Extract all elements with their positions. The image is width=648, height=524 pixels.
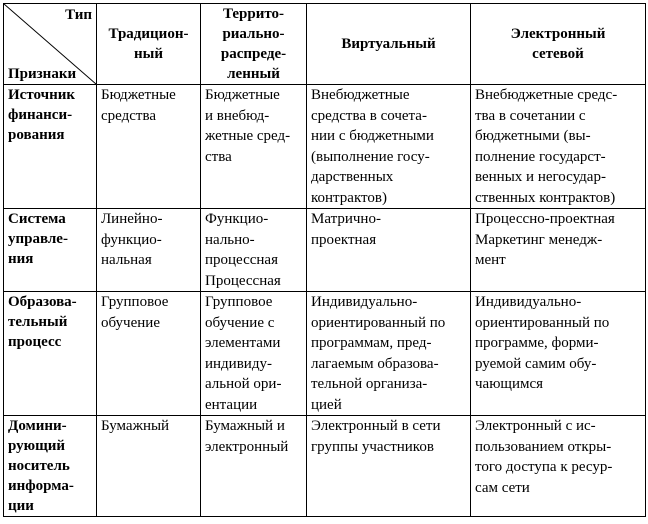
cell-line: Традицион- [108,26,189,42]
table-row [4,209,646,292]
cell-line: проектная [311,231,377,248]
cell-line: цией [311,396,342,413]
cell-line: Бумажный и [205,418,285,434]
cell-line: рующий [8,438,66,454]
cell-line: электронный [205,438,289,455]
cell-line: процесс [8,334,62,350]
table-cell [97,292,201,416]
cell-line: Домини- [8,418,67,434]
cell-line: ства [205,148,232,165]
table-cell [307,292,471,416]
cell-line: Бюджетные [101,87,176,103]
cell-line: нальная [101,252,152,268]
cell-line: Процессная [205,272,281,289]
cell-line: финанси- [8,107,73,123]
corner-cell [4,4,97,85]
table-cell [471,292,646,416]
column-header [471,4,646,85]
cell-line: управле- [8,231,68,247]
cell-line: альной ори- [205,376,282,392]
cell-line: Маркетинг менедж- [475,231,603,248]
cell-line: обучение с [205,314,275,331]
cell-line: информа- [8,478,74,494]
cell-line: полнение государст- [475,148,606,165]
cell-line: жетные сред- [205,128,291,144]
cell-line: тва в сочетании с [475,107,586,124]
cell-line: нально- [205,231,255,248]
cell-line: ориентированный по [311,314,446,331]
cell-line: обучение [101,314,160,331]
type-label: Тип [65,7,92,23]
attributes-label: Признаки [8,66,77,82]
cell-line: руемой самим обу- [475,355,597,372]
cell-line: Источник [8,87,75,103]
cell-line: Электронный с ис- [475,418,596,434]
cell-line: элементами [205,335,281,351]
cell-line: Групповое [101,294,169,310]
table-cell [201,416,307,517]
cell-line: тельный [8,314,68,330]
table-cell [307,85,471,209]
table-cell [97,416,201,517]
cell-line: того доступа к ресур- [475,459,613,475]
column-header [201,4,307,85]
column-header [307,4,471,85]
cell-line: контрактов) [311,189,387,206]
cell-line: ции [8,498,34,514]
column-header [97,4,201,85]
cell-line: Бумажный [101,418,170,434]
row-header [4,416,97,517]
table-cell [201,209,307,292]
row-header [4,209,97,292]
table-row [4,292,646,416]
cell-line: Электронный в сети [311,418,441,434]
cell-line: носитель [8,458,70,474]
cell-line: лагаемым образова- [311,355,439,372]
table-cell [97,85,201,209]
cell-line: программе, форми- [475,335,599,351]
table-cell [471,416,646,517]
row-header [4,292,97,416]
cell-line: пользованием откры- [475,438,612,455]
cell-line: средства [101,107,157,124]
cell-line: нии с бюджетными [311,128,434,144]
cell-line: мент [475,252,506,268]
cell-line: Индивидуально- [311,294,418,310]
table-row [4,416,646,517]
cell-line: риально- [222,26,285,42]
cell-line: ственных контрактов) [475,189,616,206]
cell-line: Электронный [510,26,606,42]
comparison-table [3,3,646,517]
cell-line: ленный [227,66,280,82]
cell-line: и внебюд- [205,107,270,124]
cell-line: группы участников [311,438,434,455]
cell-line: Индивидуально- [475,294,582,310]
cell-line: Террито- [222,6,285,22]
table-cell [307,416,471,517]
cell-line: бюджетными (вы- [475,128,591,144]
table-cell [307,209,471,292]
cell-line: ориентированный по [475,314,610,331]
cell-line: Групповое [205,294,273,310]
cell-line: распреде- [220,46,287,62]
cell-line: венных и негосудар- [475,169,606,185]
cell-line: программам, пред- [311,335,432,351]
cell-line: рования [8,127,65,143]
cell-line: ентации [205,396,258,413]
cell-line: функцио- [101,231,162,248]
table-cell [201,85,307,209]
cell-line: Система [8,211,66,227]
cell-line: Внебюджетные [311,87,410,103]
cell-line: Бюджетные [205,87,280,103]
cell-line: сетевой [532,46,584,62]
table-cell [471,209,646,292]
cell-line: Матрично- [311,211,381,227]
table-cell [201,292,307,416]
cell-line: чающимся [475,376,544,392]
cell-line: Функцио- [205,211,269,227]
cell-line: (выполнение госу- [311,148,430,165]
table-row [4,85,646,209]
cell-line: Образова- [8,294,77,310]
table-cell [97,209,201,292]
cell-line: Виртуальный [341,36,436,52]
cell-line: сам сети [475,479,530,496]
cell-line: дарственных [311,169,394,185]
cell-line: индивиду- [205,355,272,372]
cell-line: средства в сочета- [311,107,427,124]
table-cell [471,85,646,209]
cell-line: Линейно- [101,211,163,227]
cell-line: ный [134,46,163,62]
cell-line: Внебюджетные средс- [475,87,618,103]
cell-line: Процессно-проектная [475,211,615,227]
cell-line: тельной организа- [311,376,428,392]
header-row [4,4,646,85]
cell-line: процессная [205,252,278,268]
row-header [4,85,97,209]
cell-line: ния [8,251,34,267]
